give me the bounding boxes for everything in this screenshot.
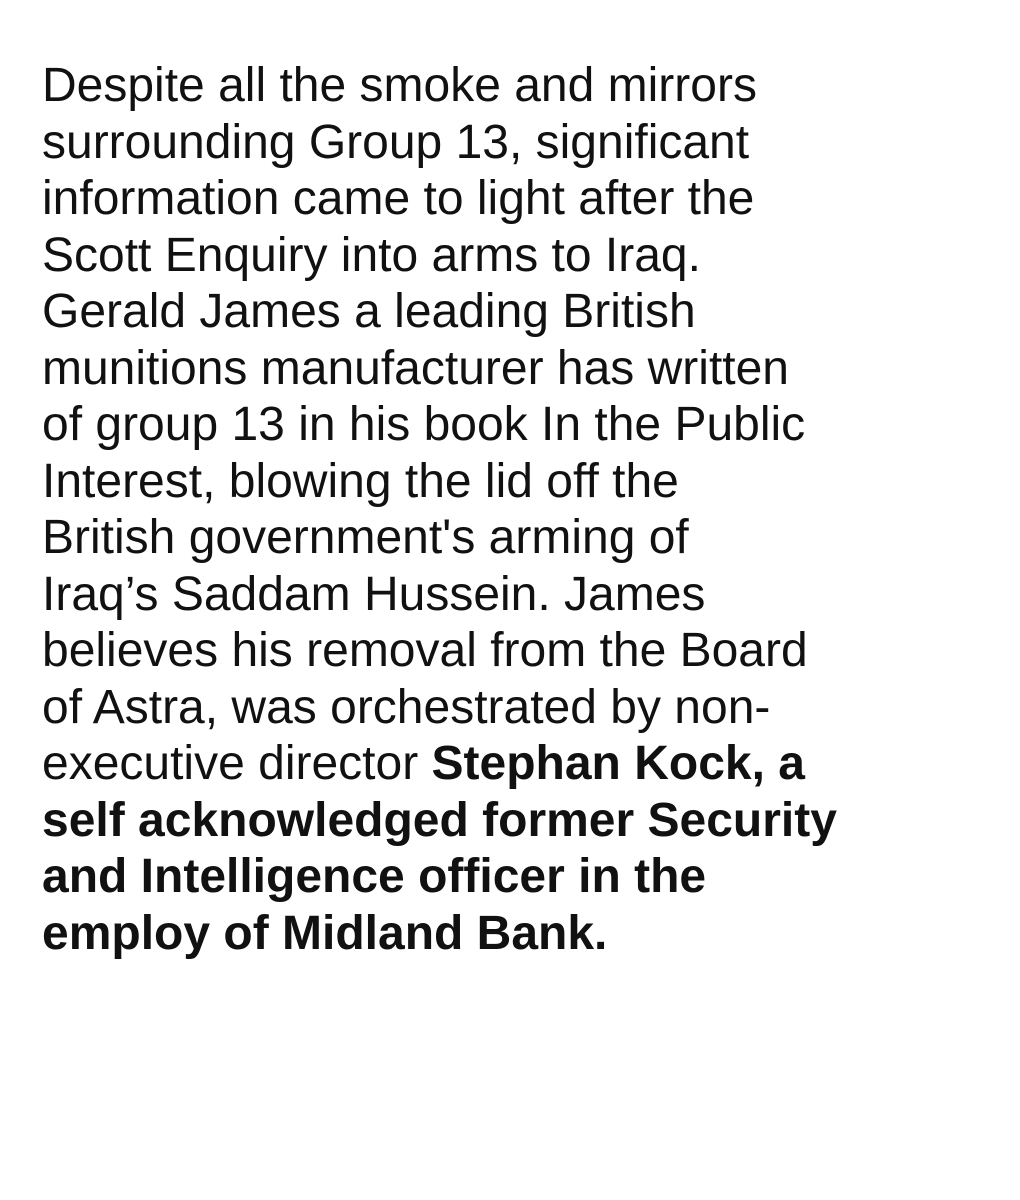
regular-text: Scott Enquiry into arms to Iraq.: [42, 228, 701, 282]
bold-text: Stephan Kock, a: [431, 737, 805, 790]
passage-line-7: [42, 397, 1002, 454]
bold-text: employ of Midland Bank.: [42, 906, 608, 960]
regular-text: Despite all the smoke and mirrors: [42, 59, 757, 112]
regular-text: of group 13 in his book In the Public: [42, 398, 806, 451]
passage-line-2: [42, 115, 1002, 172]
article-passage: [42, 58, 1002, 962]
passage-line-11: [42, 623, 1002, 680]
regular-text: Gerald James a leading British: [42, 285, 696, 338]
bold-text: and Intelligence officer in the: [42, 850, 707, 903]
regular-text: munitions manufacturer has written: [42, 341, 789, 395]
passage-line-6: [42, 341, 1002, 398]
passage-line-13: [42, 736, 1002, 793]
passage-line-10: [42, 567, 1002, 624]
passage-line-3: [42, 171, 1002, 228]
regular-text: British government's arming of: [42, 511, 689, 564]
regular-text: believes his removal from the Board: [42, 624, 808, 677]
regular-text: of Astra, was orchestrated by non-: [42, 680, 771, 734]
passage-line-1: [42, 58, 1002, 115]
passage-line-12: [42, 680, 1002, 737]
passage-line-4: [42, 228, 1002, 285]
regular-text: executive director: [42, 737, 432, 790]
passage-line-5: [42, 284, 1002, 341]
passage-line-9: [42, 510, 1002, 567]
passage-line-16: [42, 906, 1002, 963]
passage-line-8: [42, 454, 1002, 511]
regular-text: surrounding Group 13, significant: [42, 115, 750, 169]
regular-text: Interest, blowing the lid off the: [42, 454, 679, 508]
bold-text: self acknowledged former Security: [42, 793, 837, 847]
regular-text: information came to light after the: [42, 172, 755, 225]
passage-line-15: [42, 849, 1002, 906]
passage-line-14: [42, 793, 1002, 850]
regular-text: Iraq’s Saddam Hussein. James: [42, 567, 706, 621]
